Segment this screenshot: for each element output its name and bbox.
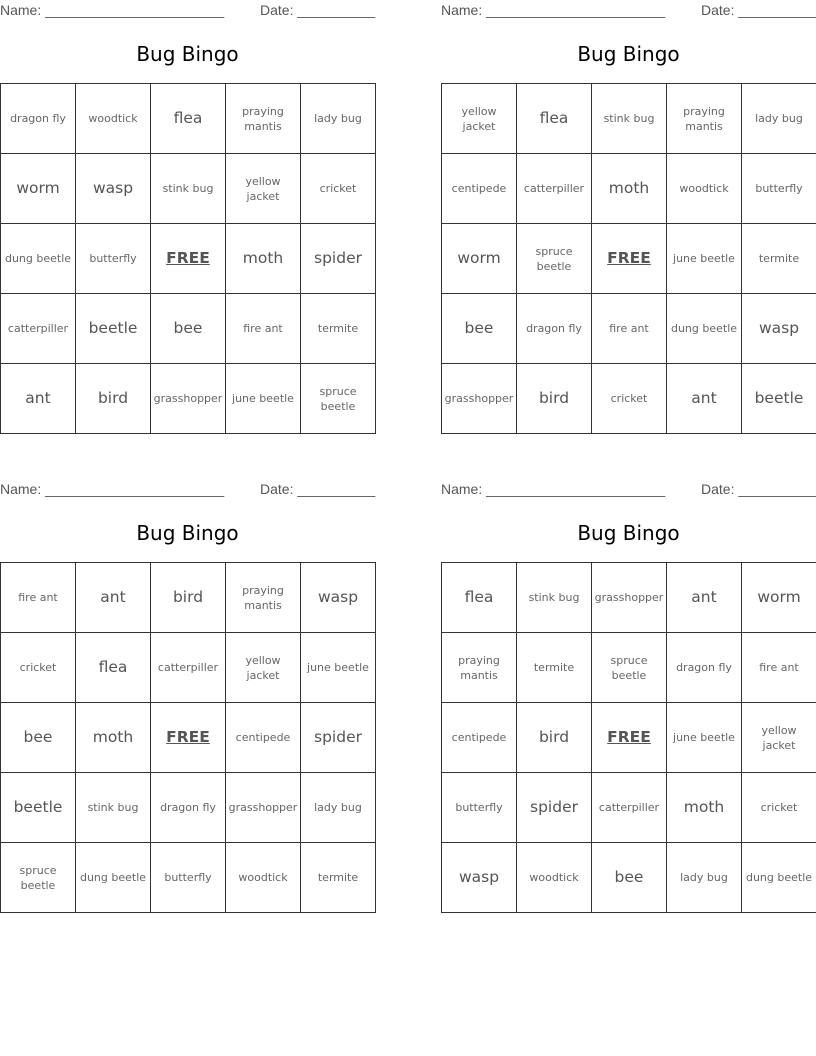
bingo-cell: dung beetle [76, 843, 151, 913]
bingo-cell: yellow jacket [226, 154, 301, 224]
bingo-cell: dung beetle [667, 294, 742, 364]
bingo-cell: flea [442, 563, 517, 633]
bingo-cell: lady bug [301, 773, 376, 843]
bingo-cell: beetle [1, 773, 76, 843]
name-line: Name: _______________________ [0, 481, 225, 497]
name-line: Name: _______________________ [441, 2, 666, 18]
bingo-cell: ant [1, 364, 76, 434]
bingo-cell: grasshopper [592, 563, 667, 633]
card-title: Bug Bingo [136, 42, 239, 66]
bingo-cell: stink bug [76, 773, 151, 843]
name-date-row [441, 0, 816, 20]
bingo-cell: moth [667, 773, 742, 843]
date-line: Date: __________ [701, 2, 816, 18]
bingo-cell: wasp [76, 154, 151, 224]
bingo-cell: fire ant [226, 294, 301, 364]
bingo-cell: ant [667, 563, 742, 633]
bingo-cell: catterpiller [151, 633, 226, 703]
bingo-cell: bird [151, 563, 226, 633]
bingo-cell: dragon fly [151, 773, 226, 843]
bingo-cell: beetle [76, 294, 151, 364]
bingo-cell: worm [742, 563, 816, 633]
bingo-cell: woodtick [667, 154, 742, 224]
bingo-cell: yellow jacket [226, 633, 301, 703]
bingo-cell: wasp [442, 843, 517, 913]
date-line: Date: __________ [260, 481, 376, 497]
bingo-cell: centipede [442, 703, 517, 773]
bingo-cell: cricket [592, 364, 667, 434]
card-title: Bug Bingo [577, 42, 680, 66]
bingo-cell: spruce beetle [1, 843, 76, 913]
bingo-cell: spruce beetle [301, 364, 376, 434]
bingo-cell: bee [442, 294, 517, 364]
bingo-cell: spider [301, 224, 376, 294]
bingo-cell: spider [301, 703, 376, 773]
bingo-cell: woodtick [76, 84, 151, 154]
bingo-cell: bird [517, 364, 592, 434]
name-line: Name: _______________________ [441, 481, 666, 497]
bingo-cell: ant [76, 563, 151, 633]
bingo-cell: moth [226, 224, 301, 294]
bingo-cell: centipede [442, 154, 517, 224]
name-date-row [0, 0, 375, 20]
bingo-cell: praying mantis [226, 84, 301, 154]
bingo-cell: bird [76, 364, 151, 434]
bingo-cell: termite [742, 224, 816, 294]
bingo-cell: termite [517, 633, 592, 703]
bingo-cell: butterfly [151, 843, 226, 913]
bingo-cell: stink bug [151, 154, 226, 224]
bingo-cell: catterpiller [592, 773, 667, 843]
bingo-cell: termite [301, 294, 376, 364]
bingo-cell: spruce beetle [592, 633, 667, 703]
free-space-cell: FREE [592, 224, 667, 294]
date-line: Date: __________ [701, 481, 816, 497]
bingo-grid [441, 83, 816, 434]
bingo-cell: flea [517, 84, 592, 154]
bingo-cell: moth [76, 703, 151, 773]
bingo-cell: lady bug [301, 84, 376, 154]
bingo-cell: yellow jacket [742, 703, 816, 773]
bingo-cell: grasshopper [151, 364, 226, 434]
free-space-cell: FREE [592, 703, 667, 773]
bingo-cell: moth [592, 154, 667, 224]
bingo-cell: cricket [1, 633, 76, 703]
name-date-row [441, 479, 816, 499]
card-title: Bug Bingo [136, 521, 239, 545]
bingo-cell: dragon fly [667, 633, 742, 703]
name-line: Name: _______________________ [0, 2, 225, 18]
bingo-grid [0, 83, 376, 434]
bingo-cell: centipede [226, 703, 301, 773]
bingo-cell: praying mantis [226, 563, 301, 633]
bingo-cell: yellow jacket [442, 84, 517, 154]
bingo-cell: dragon fly [517, 294, 592, 364]
bingo-cell: june beetle [667, 703, 742, 773]
bingo-cell: butterfly [742, 154, 816, 224]
name-date-row [0, 479, 375, 499]
bingo-cell: dung beetle [742, 843, 816, 913]
bingo-cell: lady bug [667, 843, 742, 913]
bingo-cell: praying mantis [667, 84, 742, 154]
bingo-cell: worm [442, 224, 517, 294]
bingo-cell: ant [667, 364, 742, 434]
bingo-cell: worm [1, 154, 76, 224]
date-line: Date: __________ [260, 2, 376, 18]
bingo-cell: june beetle [301, 633, 376, 703]
bingo-cell: spider [517, 773, 592, 843]
bingo-cell: butterfly [76, 224, 151, 294]
bingo-cell: fire ant [742, 633, 816, 703]
bingo-cell: praying mantis [442, 633, 517, 703]
bingo-cell: bird [517, 703, 592, 773]
free-space-cell: FREE [151, 224, 226, 294]
bingo-grid [441, 562, 816, 913]
bingo-cell: june beetle [667, 224, 742, 294]
bingo-cell: flea [76, 633, 151, 703]
bingo-cell: wasp [742, 294, 816, 364]
bingo-cell: woodtick [517, 843, 592, 913]
bingo-cell: wasp [301, 563, 376, 633]
bingo-cell: beetle [742, 364, 816, 434]
bingo-cell: june beetle [226, 364, 301, 434]
bingo-cell: grasshopper [442, 364, 517, 434]
bingo-cell: fire ant [1, 563, 76, 633]
bingo-cell: cricket [742, 773, 816, 843]
bingo-cell: bee [592, 843, 667, 913]
bingo-cell: grasshopper [226, 773, 301, 843]
bingo-cell: dung beetle [1, 224, 76, 294]
bingo-grid [0, 562, 376, 913]
bingo-cell: flea [151, 84, 226, 154]
bingo-cell: termite [301, 843, 376, 913]
bingo-cell: catterpiller [517, 154, 592, 224]
bingo-cell: stink bug [517, 563, 592, 633]
bingo-cell: lady bug [742, 84, 816, 154]
bingo-cell: bee [1, 703, 76, 773]
bingo-cell: butterfly [442, 773, 517, 843]
bingo-cell: fire ant [592, 294, 667, 364]
bingo-cell: cricket [301, 154, 376, 224]
bingo-cell: stink bug [592, 84, 667, 154]
bingo-cell: dragon fly [1, 84, 76, 154]
bingo-cell: catterpiller [1, 294, 76, 364]
free-space-cell: FREE [151, 703, 226, 773]
bingo-cell: spruce beetle [517, 224, 592, 294]
card-title: Bug Bingo [577, 521, 680, 545]
bingo-cell: woodtick [226, 843, 301, 913]
bingo-cell: bee [151, 294, 226, 364]
